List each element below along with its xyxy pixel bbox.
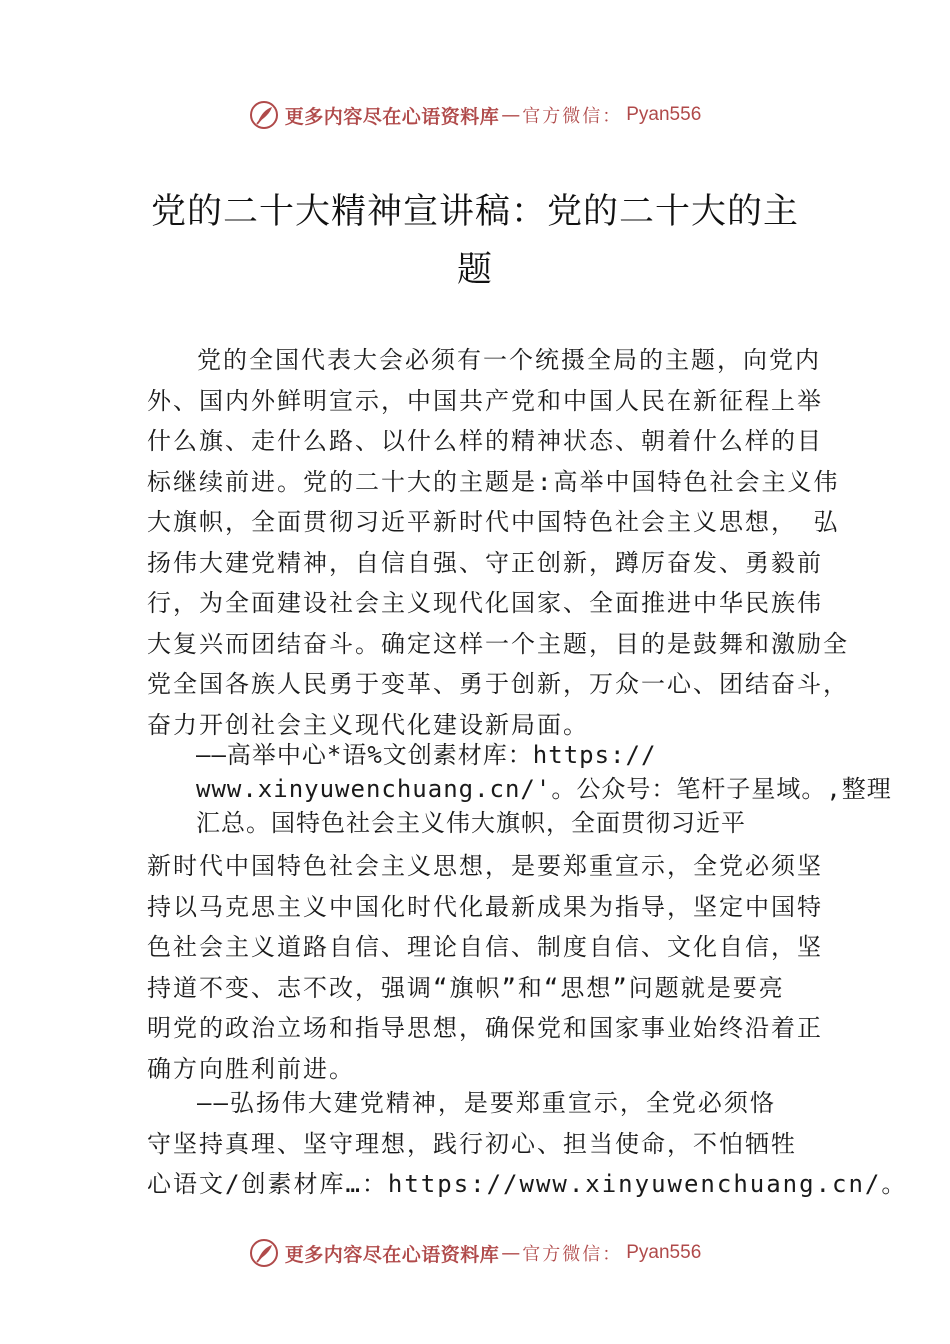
- banner-separator: —: [501, 1242, 521, 1264]
- feather-pen-icon: [249, 100, 279, 130]
- text-line: 奋力开创社会主义现代化建设新局面。: [147, 710, 589, 739]
- paragraph-3: [147, 1083, 908, 1205]
- banner-text: 更多内容尽在心语资料库: [284, 1243, 500, 1266]
- text-line: 汇总。国特色社会主义伟大旗帜，全面贯彻习近平: [196, 809, 746, 837]
- text-line: 确方向胜利前进。: [147, 1054, 355, 1083]
- banner-wechat-label: 官方微信：: [522, 1244, 623, 1265]
- text-line: 党的全国代表大会必须有一个统摄全局的主题，向党内: [197, 346, 821, 374]
- text-line: ——高举中心*语%文创素材库：https://: [196, 741, 657, 769]
- text-line: 外、国内外鲜明宣示，中国共产党和中国人民在新征程上举: [147, 386, 823, 415]
- text-line: 什么旗、走什么路、以什么样的精神状态、朝着什么样的目: [147, 427, 823, 455]
- paragraph-2: [147, 846, 832, 1089]
- text-line: 持道不变、志不改，强调“旗帜”和“思想”问题就是要亮: [147, 973, 785, 1002]
- text-line: 新时代中国特色社会主义思想，是要郑重宣示，全党必须坚: [147, 852, 823, 880]
- source-note-block: [196, 738, 892, 840]
- text-line: 标继续前进。党的二十大的主题是:高举中国特色社会主义伟: [147, 467, 840, 496]
- text-line: 行，为全面建设社会主义现代化国家、全面推进中华民族伟: [147, 589, 823, 617]
- text-line: ——弘扬伟大建党精神，是要郑重宣示，全党必须恪: [197, 1089, 776, 1117]
- header-banner: [0, 95, 950, 135]
- text-line: 心语文/创素材库…：https://www.xinyuwenchuang.cn/。: [147, 1170, 908, 1198]
- text-line: 守坚持真理、坚守理想，践行初心、担当使命，不怕牺牲: [147, 1129, 797, 1158]
- text-line: 色社会主义道路自信、理论自信、制度自信、文化自信，坚: [147, 933, 823, 961]
- title-line-1: 党的二十大精神宣讲稿：党的二十大的主: [150, 192, 799, 232]
- banner-wechat-label: 官方微信：: [522, 106, 623, 127]
- text-line: 党全国各族人民勇于变革、勇于创新，万众一心、团结奋斗，: [147, 670, 849, 698]
- banner-wechat-id: Pyan556: [626, 104, 702, 125]
- text-line: www.xinyuwenchuang.cn/'。公众号：笔杆子星域。,整理: [196, 775, 892, 803]
- footer-banner: [0, 1233, 950, 1273]
- page-title: [140, 183, 810, 299]
- text-line: 明党的政治立场和指导思想，确保党和国家事业始终沿着正: [147, 1014, 823, 1042]
- text-line: 扬伟大建党精神，自信自强、守正创新，蹲厉奋发、勇毅前: [147, 548, 823, 577]
- title-line-2: 题: [456, 250, 493, 290]
- banner-wechat-id: Pyan556: [626, 1242, 702, 1263]
- text-line: 大旗帜，全面贯彻习近平新时代中国特色社会主义思想， 弘: [147, 508, 840, 536]
- paragraph-1: [147, 340, 849, 745]
- banner-text: 更多内容尽在心语资料库: [284, 105, 500, 128]
- banner-separator: —: [501, 104, 521, 126]
- text-line: 大复兴而团结奋斗。确定这样一个主题，目的是鼓舞和激励全: [147, 629, 849, 658]
- feather-pen-icon: [249, 1238, 279, 1268]
- text-line: 持以马克思主义中国化时代化最新成果为指导，坚定中国特: [147, 892, 823, 921]
